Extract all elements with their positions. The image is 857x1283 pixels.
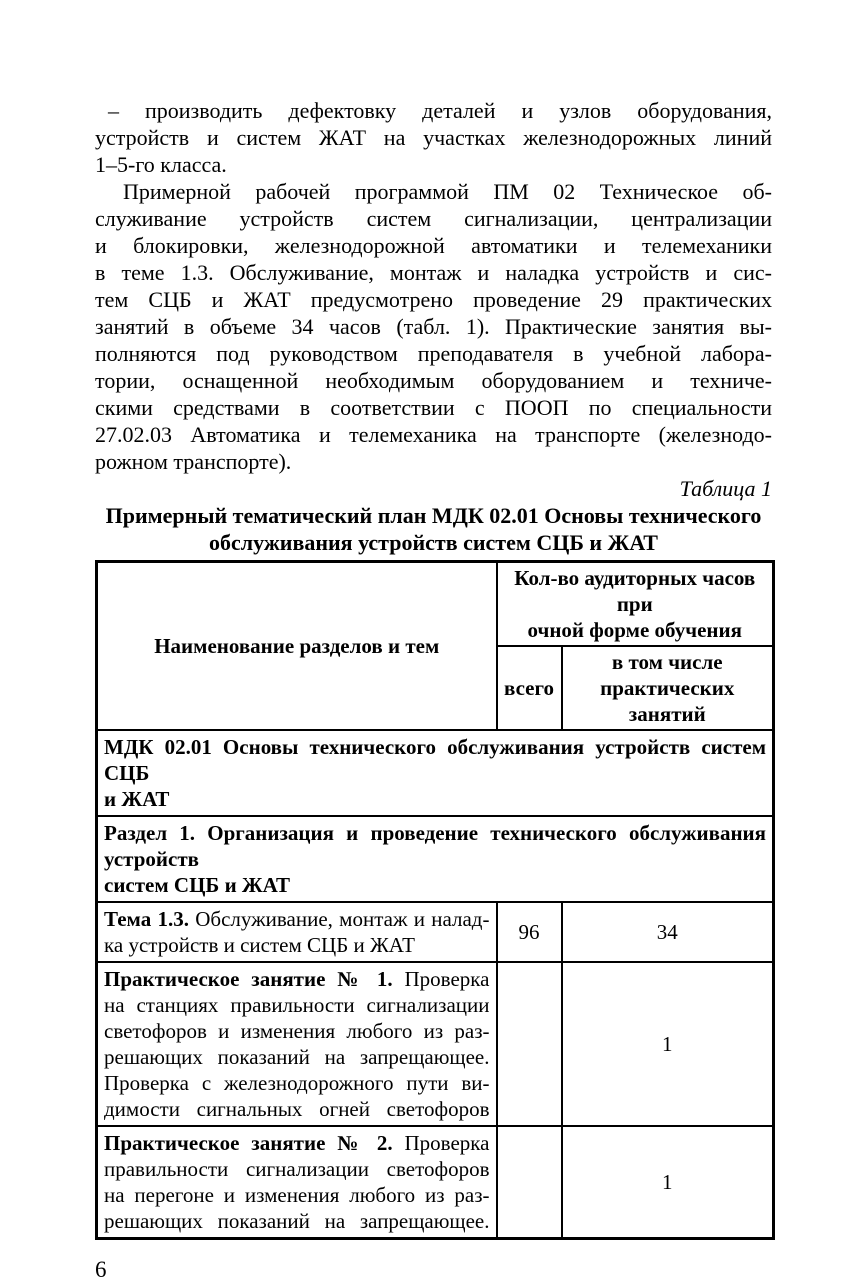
text-line: Практическое занятие № 1. Проверка	[104, 967, 490, 991]
paragraph	[95, 97, 772, 178]
text-line: решающих показаний на запрещающее.	[104, 1045, 490, 1069]
text-line: Примерной рабочей программой ПМ 02 Техническое об-	[123, 179, 772, 204]
practical-hours-cell: 34	[562, 902, 774, 962]
body-text	[95, 97, 772, 475]
section-row	[97, 816, 774, 902]
practical-hours-cell: 1	[562, 1126, 774, 1239]
topic-name-cell	[97, 962, 497, 1126]
text-line: 27.02.03 Автоматика и телемеханика на транспорте (железнодо-	[95, 422, 772, 447]
header-hours-group-line-2: очной форме обучения	[527, 618, 742, 642]
text-line: полняются под руководством преподавателя в учебной лабора-	[95, 341, 772, 366]
text-line	[104, 734, 766, 786]
bold-lead: систем СЦБ и ЖАТ	[104, 873, 291, 897]
section-row	[97, 730, 774, 816]
text-line: скими средствами в соответствии с ПООП по специальности	[95, 395, 772, 420]
page-content	[95, 0, 772, 1283]
header-row-1	[97, 562, 774, 647]
paragraph	[95, 178, 772, 475]
bold-lead: Практическое занятие № 1.	[104, 967, 393, 991]
header-hours-group-line-1: Кол-во аудиторных часов при	[514, 566, 756, 616]
text-line: правильности сигнализации светофоров	[104, 1157, 490, 1181]
text-line: рожном транспорте).	[95, 449, 292, 474]
table-row	[97, 962, 774, 1126]
text-line	[104, 820, 766, 872]
header-name-col-label: Наименование разделов и тем	[154, 634, 440, 658]
header-name-col	[97, 562, 497, 731]
header-total-col-label: всего	[503, 676, 554, 700]
header-total-col	[497, 646, 562, 730]
topic-name-cell	[97, 902, 497, 962]
total-hours-cell: 96	[497, 902, 562, 962]
header-practical-col-line-2: практических занятий	[600, 676, 735, 726]
section-title-cell	[97, 730, 774, 816]
table-header	[97, 562, 774, 731]
text-line: в теме 1.3. Обслуживание, монтаж и наладка устройств и сис-	[95, 260, 772, 285]
text-line: Тема 1.3. Обслуживание, монтаж и налад-	[104, 907, 490, 931]
table-caption: Таблица 1	[679, 476, 772, 501]
table-title-line-1: Примерный тематический план МДК 02.01 Основы технического	[105, 503, 762, 528]
total-hours-cell	[497, 1126, 562, 1239]
text-line: 1–5-го класса.	[95, 152, 227, 177]
text-line: тем СЦБ и ЖАТ предусмотрено проведение 29 практических	[95, 287, 772, 312]
total-hours-cell	[497, 962, 562, 1126]
table-row	[97, 1126, 774, 1239]
text-line: – производить дефектовку деталей и узлов оборудования,	[108, 98, 772, 123]
text-line: на перегоне и изменения любого из раз-	[104, 1183, 490, 1207]
header-hours-group	[497, 562, 774, 647]
text-line: устройств и систем ЖАТ на участках железнодорожных линий	[95, 125, 772, 150]
text-line	[104, 872, 766, 898]
bold-lead: и ЖАТ	[104, 787, 170, 811]
table-title-line-2: обслуживания устройств систем СЦБ и ЖАТ	[209, 530, 658, 555]
thematic-plan-table	[95, 560, 775, 1240]
bold-lead: Раздел 1. Организация и проведение технического обслуживания устройств	[104, 821, 767, 871]
text-line: и блокировки, железнодорожной автоматики и телемеханики	[95, 233, 772, 258]
section-title-cell	[97, 816, 774, 902]
text-line: димости сигнальных огней светофоров	[104, 1097, 490, 1121]
text-line	[104, 786, 766, 812]
bold-lead: Практическое занятие № 2.	[104, 1131, 393, 1155]
table-title	[95, 502, 772, 556]
table-row	[97, 902, 774, 962]
text-line: занятий в объеме 34 часов (табл. 1). Практические занятия вы-	[95, 314, 772, 339]
text-line: решающих показаний на запрещающее.	[104, 1209, 490, 1233]
page-number: 6	[95, 1257, 107, 1282]
text-line: светофоров и изменения любого из раз-	[104, 1019, 490, 1043]
text-line: Практическое занятие № 2. Проверка	[104, 1131, 490, 1155]
text-line: тории, оснащенной необходимым оборудованием и техниче-	[95, 368, 772, 393]
text-line: ка устройств и систем СЦБ и ЖАТ	[104, 933, 415, 957]
topic-name-cell	[97, 1126, 497, 1239]
bold-lead: МДК 02.01 Основы технического обслуживания устройств систем СЦБ	[104, 735, 767, 785]
bold-lead: Тема 1.3.	[104, 907, 189, 931]
text-line: Проверка с железнодорожного пути ви-	[104, 1071, 490, 1095]
text-line: служивание устройств систем сигнализации, централизации	[95, 206, 772, 231]
header-practical-col-line-1: в том числе	[611, 650, 723, 674]
header-practical-col	[562, 646, 774, 730]
text-line: на станциях правильности сигнализации	[104, 993, 490, 1017]
table-body	[97, 730, 774, 1239]
practical-hours-cell: 1	[562, 962, 774, 1126]
